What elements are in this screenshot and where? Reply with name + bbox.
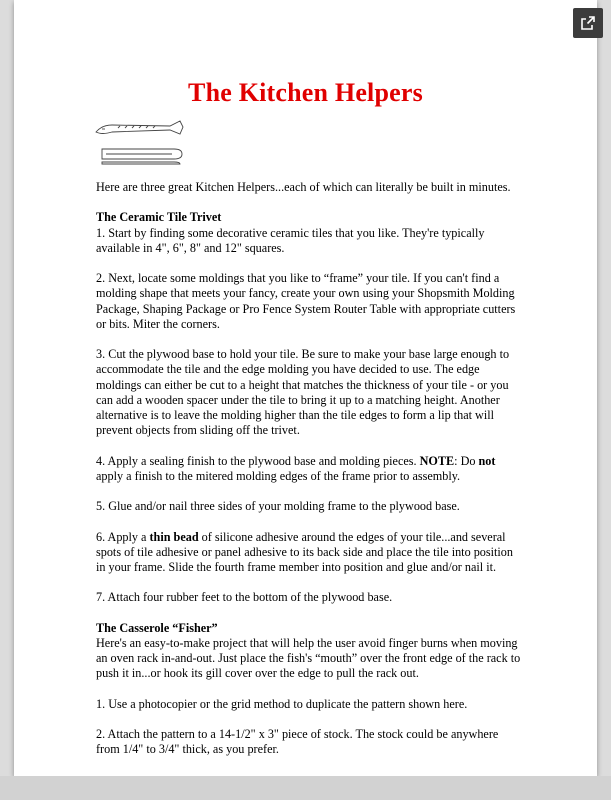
- intro-paragraph: Here are three great Kitchen Helpers...each of which can literally be built in minutes.: [96, 180, 511, 194]
- trivet-step-7: 7. Attach four rubber feet to the bottom of the plywood base.: [96, 590, 393, 605]
- trivet-step-6: 6. Apply a thin bead of silicone adhesive around the edges of your tile...and several spots of tile adhesive or panel adhesive to its back side and place the tile into position in your frame. Slide the fourth frame member into position and glue and/or nail it.: [96, 529, 513, 574]
- fisher-step-1: 1. Use a photocopier or the grid method to duplicate the pattern shown here.: [96, 696, 468, 711]
- popout-button[interactable]: [573, 8, 603, 38]
- fisher-step-2: 2. Attach the pattern to a 14-1/2" x 3" piece of stock. The stock could be anywhere from 1/4" to 3/4" thick, as you prefer.: [96, 727, 499, 757]
- fisher-intro: Here's an easy-to-make project that will help the user avoid finger burns when moving an oven rack in-and-out. Just place the fish's “mouth” over the front edge of the rack to push it in...or hook its gill cover over the edge to pull the rack out.: [96, 635, 521, 681]
- trivet-step-5: 5. Glue and/or nail three sides of your molding frame to the plywood base.: [96, 499, 460, 514]
- page-title: The Kitchen Helpers: [188, 78, 423, 107]
- trivet-step-3: 3. Cut the plywood base to hold your tile. Be sure to make your base large enough to accommodate the tile and the edge molding you have decided to use. The edge moldings can either be cut to a height that matches the thickness of your tile - or you can add a wooden spacer under the tile to bring it up to a matching height. Another alternative is to leave the molding higher than the tile edges to form a lip that will prevent objects from sliding off the trivet.: [96, 347, 510, 438]
- viewer-bottom-bar: [0, 776, 611, 800]
- section-heading-trivet: The Ceramic Tile Trivet: [96, 210, 222, 225]
- fish-and-trivet-illustration: [92, 118, 192, 170]
- trivet-step-2: 2. Next, locate some moldings that you like to “frame” your tile. If you can't find a molding shape that meets your fancy, create your own using your Shopsmith Molding Package, Shaping Package or Pro Fence System Router Table with appropriate cutters or bits. Miter the corners.: [96, 271, 516, 331]
- popout-icon: [581, 16, 595, 30]
- document-body: [96, 180, 522, 773]
- section-heading-fisher: The Casserole “Fisher”: [96, 620, 218, 635]
- trivet-step-1: 1. Start by finding some decorative ceramic tiles that you like. They're typically available in 4", 6", 8" and 12" squares.: [96, 225, 485, 255]
- trivet-step-4: 4. Apply a sealing finish to the plywood base and molding pieces. NOTE: Do not apply a finish to the mitered molding edges of the frame prior to assembly.: [96, 453, 496, 483]
